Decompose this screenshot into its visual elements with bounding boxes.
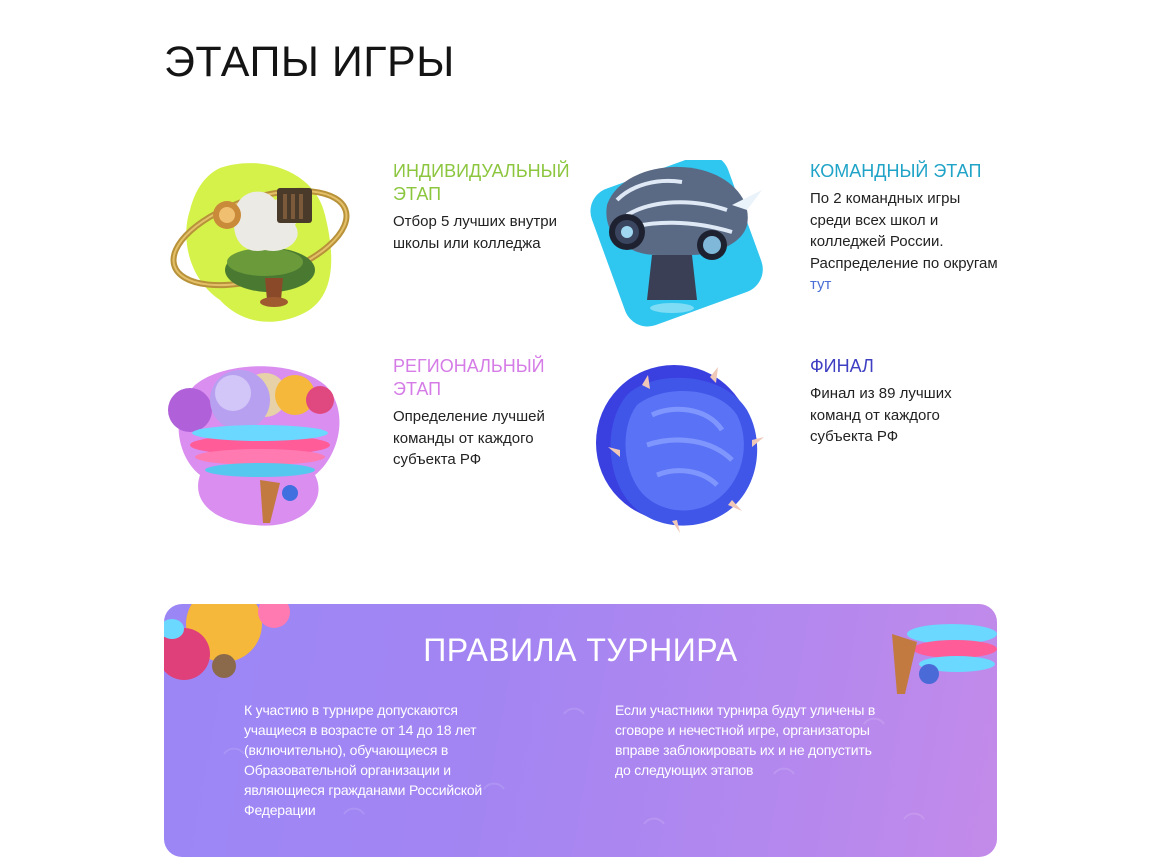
regional-stage-illustration (165, 355, 355, 535)
individual-stage-title: ИНДИВИДУАЛЬНЫЙ ЭТАП (393, 161, 570, 204)
districts-link[interactable]: тут (810, 276, 832, 293)
stage-individual (165, 160, 585, 340)
stage-team (582, 160, 1002, 340)
regional-stage-description: Определение лучшей команды от каждого субъекта РФ (393, 408, 545, 468)
rules-fair-play-text: Если участники турнира будут уличены в сговоре и нечестной игре, организаторы вправе заблокировать их и не допустить до следующих этапов (615, 702, 876, 778)
stage-regional (165, 355, 585, 535)
individual-stage-description: Отбор 5 лучших внутри школы или колледжа (393, 213, 557, 252)
rules-eligibility-text: К участию в турнире допускаются учащиеся в возрасте от 14 до 18 лет (включительно), обучающиеся в Образовательной организации и являющиеся гражданами Российской Федерации (244, 702, 483, 818)
team-stage-description: По 2 командных игры среди всех школ и колледжей России. Распределение по округам тут (810, 190, 998, 293)
final-stage-description: Финал из 89 лучших команд от каждого субъекта РФ (810, 385, 952, 445)
stage-final (582, 355, 1002, 535)
team-stage-illustration (582, 160, 772, 340)
final-stage-title: ФИНАЛ (810, 356, 874, 376)
regional-stage-title: РЕГИОНАЛЬНЫЙ ЭТАП (393, 356, 545, 399)
individual-stage-illustration (165, 160, 355, 340)
rules-title: ПРАВИЛА ТУРНИРА (423, 632, 738, 668)
page-title: ЭТАПЫ ИГРЫ (164, 38, 455, 86)
final-stage-illustration (582, 355, 772, 535)
team-stage-title: КОМАНДНЫЙ ЭТАП (810, 161, 982, 181)
rules-panel (164, 604, 997, 857)
